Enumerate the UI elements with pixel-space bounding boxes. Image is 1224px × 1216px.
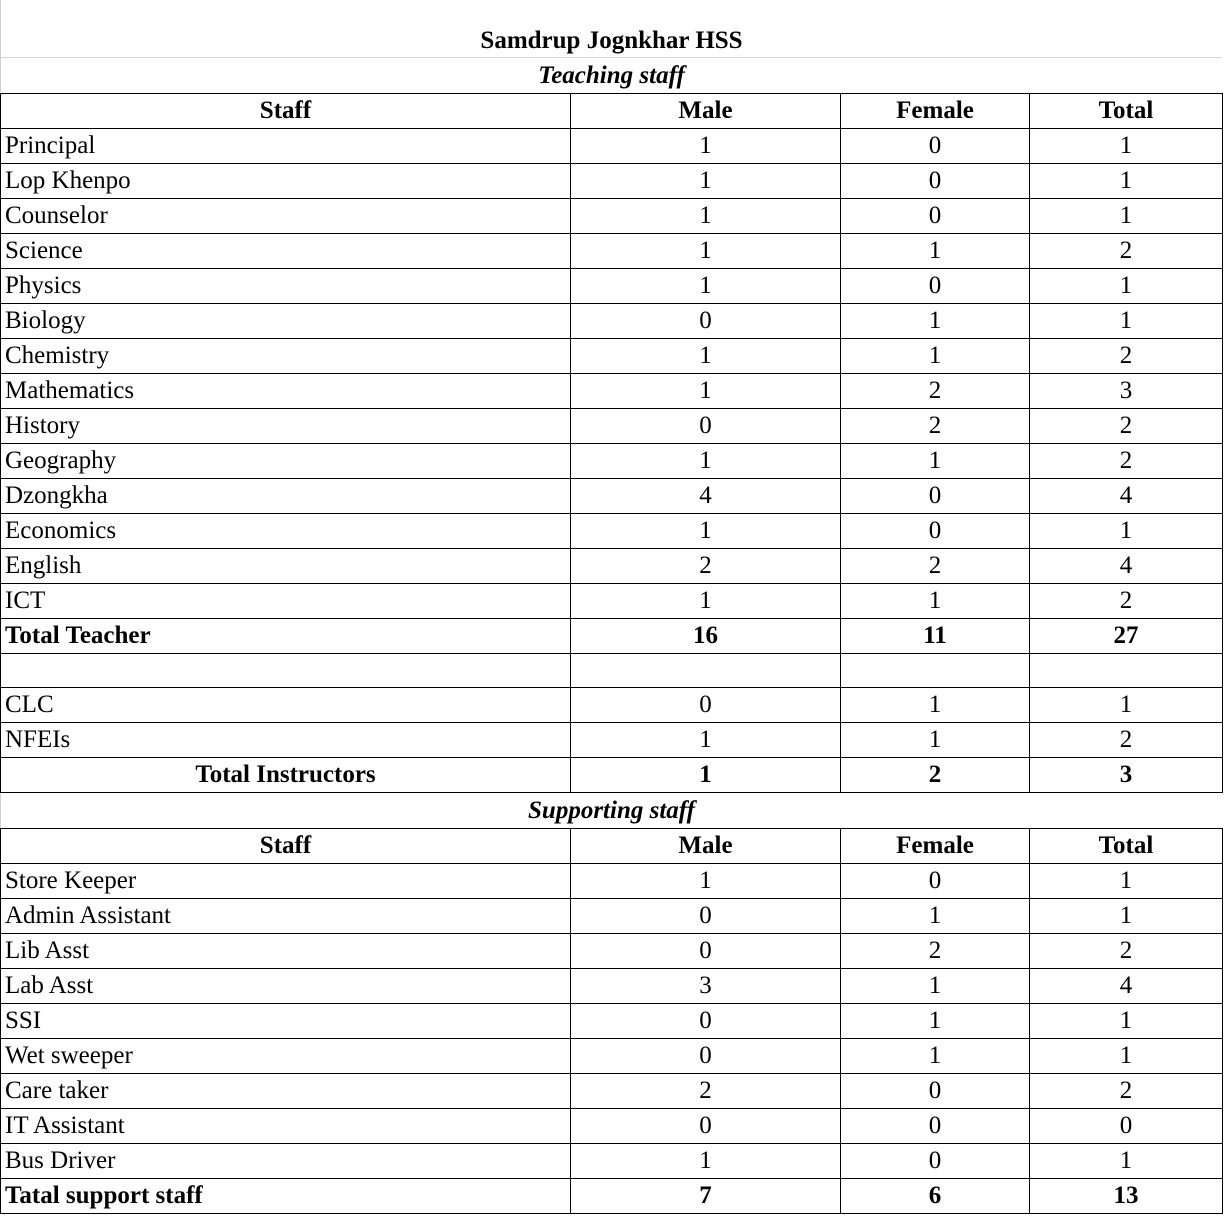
male-cell: 0 [571, 1039, 841, 1074]
total-cell: 1 [1030, 164, 1223, 199]
total-cell: 27 [1030, 619, 1223, 654]
total-cell: 2 [1030, 1074, 1223, 1109]
table-row [1, 899, 1223, 934]
male-cell: 1 [571, 269, 841, 304]
staff-cell: Biology [1, 304, 571, 339]
male-cell: 1 [571, 129, 841, 164]
total-cell: 1 [1030, 514, 1223, 549]
total-instructors-row [1, 758, 1223, 793]
male-cell: 1 [571, 758, 841, 793]
female-cell: 2 [841, 549, 1030, 584]
staff-cell: Counselor [1, 199, 571, 234]
male-cell: 0 [571, 934, 841, 969]
staff-cell: Lib Asst [1, 934, 571, 969]
total-cell: 2 [1030, 444, 1223, 479]
total-cell: 2 [1030, 409, 1223, 444]
total-teacher-row [1, 619, 1223, 654]
total-cell: 4 [1030, 969, 1223, 1004]
female-cell: 0 [841, 864, 1030, 899]
female-cell [841, 654, 1030, 688]
staff-cell: Bus Driver [1, 1144, 571, 1179]
staff-cell: Chemistry [1, 339, 571, 374]
header-row [1, 94, 1223, 129]
male-cell: 2 [571, 1074, 841, 1109]
staff-cell: Tatal support staff [1, 1179, 571, 1214]
total-support-row [1, 1179, 1223, 1214]
table-row [1, 1039, 1223, 1074]
male-cell: 1 [571, 514, 841, 549]
female-cell: 1 [841, 304, 1030, 339]
male-cell: 2 [571, 549, 841, 584]
table-row [1, 269, 1223, 304]
female-cell: 0 [841, 1144, 1030, 1179]
total-cell: 4 [1030, 549, 1223, 584]
staff-cell: IT Assistant [1, 1109, 571, 1144]
staff-cell [1, 654, 571, 688]
male-cell: 1 [571, 374, 841, 409]
female-cell: 1 [841, 444, 1030, 479]
female-cell: 2 [841, 758, 1030, 793]
total-cell: 1 [1030, 1039, 1223, 1074]
total-cell: 1 [1030, 688, 1223, 723]
table-row [1, 864, 1223, 899]
female-cell: Female [841, 94, 1030, 129]
female-cell: 1 [841, 339, 1030, 374]
female-cell: 0 [841, 129, 1030, 164]
male-cell: 3 [571, 969, 841, 1004]
total-cell: 0 [1030, 1109, 1223, 1144]
male-cell: Male [571, 829, 841, 864]
table-row [1, 1074, 1223, 1109]
staff-cell: Science [1, 234, 571, 269]
table-row [1, 688, 1223, 723]
female-cell: 2 [841, 934, 1030, 969]
male-cell: 1 [571, 723, 841, 758]
male-cell: 0 [571, 304, 841, 339]
top-spacer [0, 0, 1222, 24]
table-row [1, 934, 1223, 969]
staff-cell: Admin Assistant [1, 899, 571, 934]
male-cell: Male [571, 94, 841, 129]
total-cell [1030, 654, 1223, 688]
total-cell: 1 [1030, 1144, 1223, 1179]
table-row [1, 584, 1223, 619]
staff-cell: History [1, 409, 571, 444]
female-cell: 0 [841, 479, 1030, 514]
male-cell: 0 [571, 1109, 841, 1144]
total-cell: Total [1030, 94, 1223, 129]
header-row [1, 829, 1223, 864]
staff-cell: Principal [1, 129, 571, 164]
female-cell: 6 [841, 1179, 1030, 1214]
female-cell: Female [841, 829, 1030, 864]
staff-cell: SSI [1, 1004, 571, 1039]
total-cell: 1 [1030, 1004, 1223, 1039]
female-cell: 0 [841, 1074, 1030, 1109]
female-cell: 1 [841, 899, 1030, 934]
total-cell: 2 [1030, 723, 1223, 758]
page-title: Samdrup Jognkhar HSS [0, 24, 1222, 58]
total-cell: 1 [1030, 269, 1223, 304]
total-cell: 3 [1030, 374, 1223, 409]
staff-cell: Geography [1, 444, 571, 479]
male-cell: 4 [571, 479, 841, 514]
teaching-staff-table [0, 93, 1223, 793]
total-cell: Total [1030, 829, 1223, 864]
female-cell: 1 [841, 969, 1030, 1004]
staff-cell: Staff [1, 94, 571, 129]
staff-cell: Economics [1, 514, 571, 549]
staff-cell: CLC [1, 688, 571, 723]
staff-cell: English [1, 549, 571, 584]
table-row [1, 234, 1223, 269]
total-cell: 1 [1030, 899, 1223, 934]
female-cell: 0 [841, 1109, 1030, 1144]
supporting-staff-table [0, 828, 1223, 1214]
male-cell: 1 [571, 444, 841, 479]
male-cell: 1 [571, 164, 841, 199]
table-row [1, 409, 1223, 444]
teaching-section-title: Teaching staff [0, 58, 1222, 93]
table-row [1, 199, 1223, 234]
staff-cell: Mathematics [1, 374, 571, 409]
table-row [1, 129, 1223, 164]
total-cell: 2 [1030, 234, 1223, 269]
male-cell: 0 [571, 409, 841, 444]
male-cell: 0 [571, 899, 841, 934]
staff-cell: Staff [1, 829, 571, 864]
male-cell: 7 [571, 1179, 841, 1214]
male-cell: 1 [571, 339, 841, 374]
table-row [1, 1109, 1223, 1144]
empty-row [1, 654, 1223, 688]
total-cell: 2 [1030, 934, 1223, 969]
male-cell [571, 654, 841, 688]
staff-cell: Care taker [1, 1074, 571, 1109]
total-cell: 2 [1030, 584, 1223, 619]
male-cell: 16 [571, 619, 841, 654]
total-cell: 2 [1030, 339, 1223, 374]
table-row [1, 339, 1223, 374]
female-cell: 0 [841, 514, 1030, 549]
female-cell: 1 [841, 1039, 1030, 1074]
staff-cell: NFEIs [1, 723, 571, 758]
table-row [1, 549, 1223, 584]
total-cell: 1 [1030, 129, 1223, 164]
male-cell: 1 [571, 199, 841, 234]
male-cell: 1 [571, 864, 841, 899]
total-cell: 1 [1030, 304, 1223, 339]
male-cell: 1 [571, 1144, 841, 1179]
table-row [1, 723, 1223, 758]
female-cell: 1 [841, 234, 1030, 269]
supporting-section-title: Supporting staff [0, 793, 1222, 828]
table-row [1, 1144, 1223, 1179]
table-row [1, 514, 1223, 549]
staff-cell: Total Teacher [1, 619, 571, 654]
female-cell: 1 [841, 584, 1030, 619]
staff-cell: Lop Khenpo [1, 164, 571, 199]
table-row [1, 1004, 1223, 1039]
total-cell: 3 [1030, 758, 1223, 793]
female-cell: 11 [841, 619, 1030, 654]
table-row [1, 969, 1223, 1004]
male-cell: 0 [571, 688, 841, 723]
table-row [1, 444, 1223, 479]
staff-cell: Physics [1, 269, 571, 304]
staff-cell: Wet sweeper [1, 1039, 571, 1074]
total-cell: 13 [1030, 1179, 1223, 1214]
staff-cell: Lab Asst [1, 969, 571, 1004]
female-cell: 1 [841, 688, 1030, 723]
staff-cell: ICT [1, 584, 571, 619]
female-cell: 0 [841, 269, 1030, 304]
table-row [1, 164, 1223, 199]
total-cell: 4 [1030, 479, 1223, 514]
female-cell: 1 [841, 723, 1030, 758]
female-cell: 2 [841, 374, 1030, 409]
staff-cell: Store Keeper [1, 864, 571, 899]
total-cell: 1 [1030, 199, 1223, 234]
staff-cell: Dzongkha [1, 479, 571, 514]
male-cell: 1 [571, 234, 841, 269]
table-row [1, 304, 1223, 339]
total-cell: 1 [1030, 864, 1223, 899]
staff-cell: Total Instructors [1, 758, 571, 793]
table-row [1, 479, 1223, 514]
female-cell: 1 [841, 1004, 1030, 1039]
female-cell: 0 [841, 164, 1030, 199]
female-cell: 0 [841, 199, 1030, 234]
male-cell: 1 [571, 584, 841, 619]
male-cell: 0 [571, 1004, 841, 1039]
female-cell: 2 [841, 409, 1030, 444]
table-row [1, 374, 1223, 409]
